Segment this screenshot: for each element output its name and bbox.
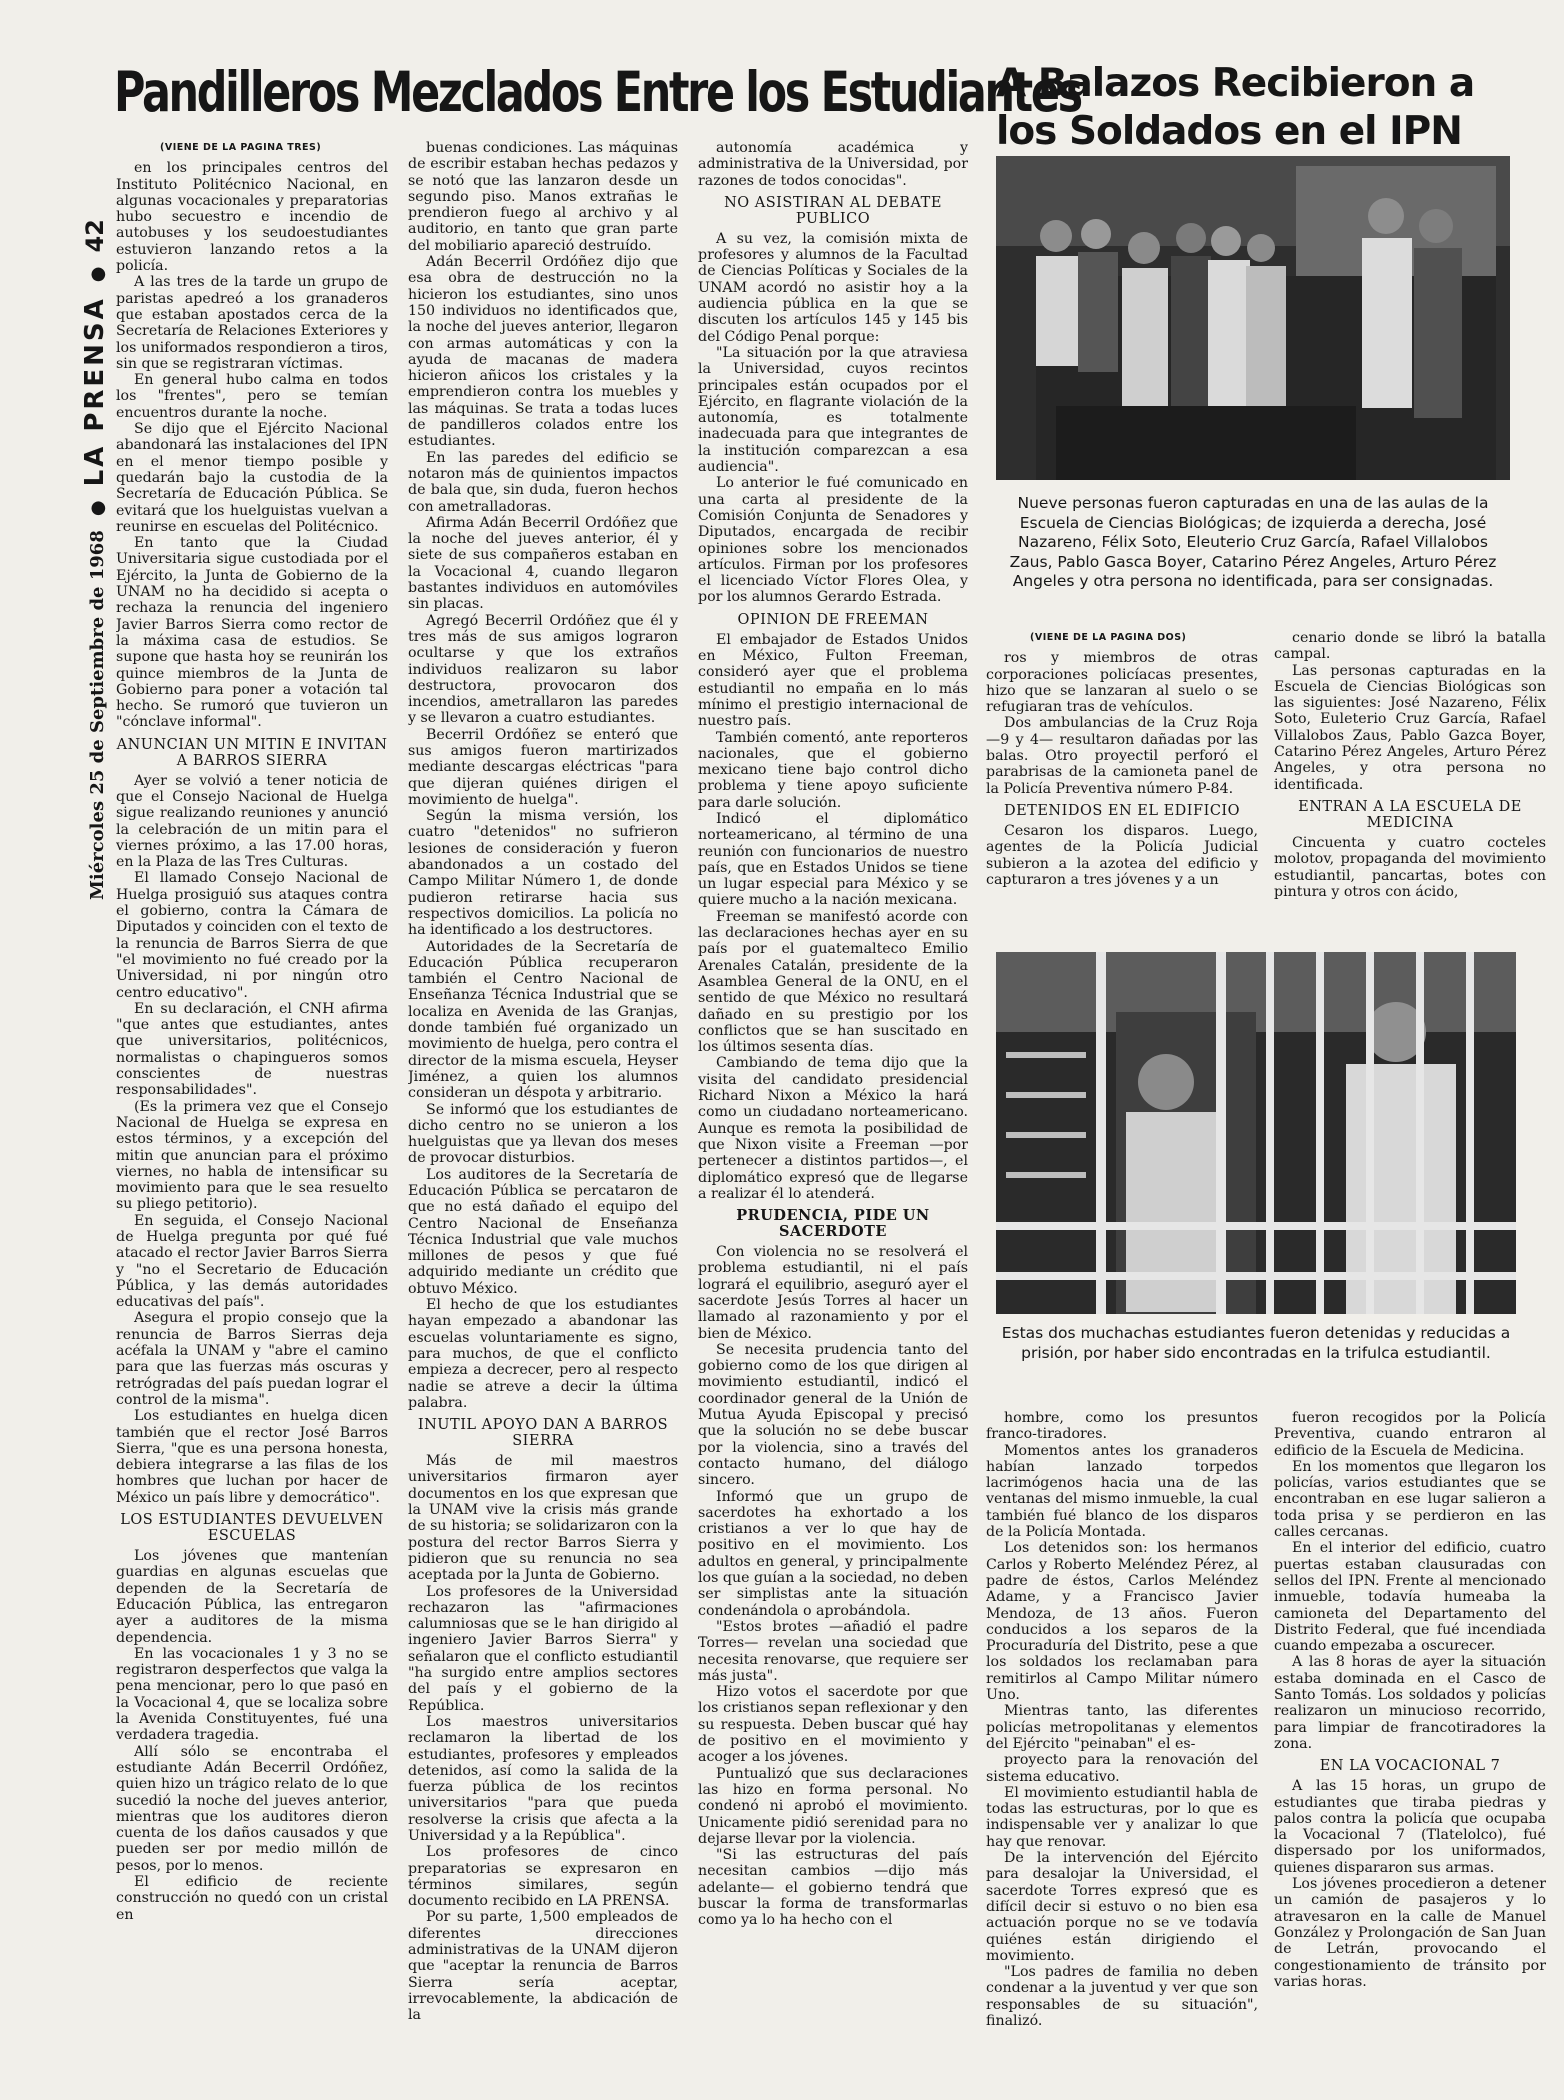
masthead-bullet: ● <box>87 500 108 517</box>
article-column-4-bottom <box>986 1410 1258 2085</box>
section-heading: ENTRAN A LA ESCUELA DE MEDICINA <box>1298 798 1522 831</box>
article-paragraph: proyecto para la renovación del sistema educativo. <box>986 1752 1258 1785</box>
article-paragraph: "La situación por la que atraviesa la Universidad, cuyos recintos principales están ocupados por el Ejército, en flagrante violación de la autonomía, es totalmente inadecuada para que integrantes de la institución comparezcan a esa audiencia". <box>698 344 968 476</box>
photo-captured-students-caption: Nueve personas fueron capturadas en una de las aulas de la Escuela de Ciencias Biológicas; de izquierda a derecha, José Nazareno, Félix Soto, Eleuterio Cruz García, Rafael Villalobos Zaus, Pablo Gasca Boyer, Catarino Pérez Angeles, Arturo Pérez Angeles y otra persona no identificada, para ser consignadas. <box>1009 494 1497 590</box>
continued-from-note: (VIENE DE LA PAGINA TRES) <box>160 142 322 153</box>
article-paragraph: "Si las estructuras del país necesitan cambios —dijo más adelante— el gobierno tendrá que buscar la forma de transformarlas como ya lo ha hecho con el <box>698 1847 968 1929</box>
section-heading: ANUNCIAN UN MITIN E INVITAN A BARROS SIERRA <box>116 736 388 769</box>
article-column-5-top <box>1274 630 1546 940</box>
article-paragraph: Mientras tanto, las diferentes policías metropolitanas y elementos del Ejército "peinaban" el es- <box>986 1703 1258 1752</box>
masthead-date: Miércoles 25 de Septiembre de 1968 <box>87 530 108 900</box>
article-paragraph: Lo anterior le fué comunicado en una carta al presidente de la Comisión Conjunta de Senadores y Diputados, encargada de recibir opiniones sobre los mencionados artículos. Firman por los profesores el licenciado Víctor Flores Olea, y por los alumnos Gerardo Estrada. <box>698 475 968 606</box>
article-paragraph: Adán Becerril Ordóñez dijo que esa obra de destrucción no la hicieron los estudiantes, sino unos 150 individuos no identificados que, la noche del jueves anterior, llegaron con armas automáticas y con la ayuda de macanas de madera hicieron añicos los cristales y la emprendieron contra los muebles y las máquinas. Se trata a todas luces de pandilleros colados entre los estudiantes. <box>408 254 678 450</box>
article-paragraph: Allí sólo se encontraba el estudiante Adán Becerril Ordóñez, quien hizo un trágico relato de lo que sucedió la noche del jueves anterior, mientras que los auditores dieron cuenta de los daños causados y que pueden ser por medio millón de pesos, por lo menos. <box>116 1743 388 1874</box>
article-paragraph: El hecho de que los estudiantes hayan empezado a abandonar las escuelas voluntariamente es signo, para muchos, de que el conflicto empieza a decrecer, pero al respecto nadie se atreve a decir la última palabra. <box>408 1297 678 1411</box>
article-paragraph: A las tres de la tarde un grupo de paristas apedreó a los granaderos que estaban apostados cerca de la Secretaría de Relaciones Exteriores y los uniformados respondieron a tiros, sin que se registraran víctimas. <box>116 274 388 372</box>
article-paragraph: en los principales centros del Instituto Politécnico Nacional, en algunas vocacionales y preparatorias hubo secuestro e incendio de autobuses y los seudoestudiantes estuvieron lanzando retos a la policía. <box>116 160 388 275</box>
article-column-2 <box>408 140 678 2085</box>
article-paragraph: En general hubo calma en todos los "frentes", pero se temían encuentros durante la noche. <box>116 372 388 421</box>
article-paragraph: Los profesores de cinco preparatorias se expresaron en términos similares, según documento recibido en LA PRENSA. <box>408 1844 678 1910</box>
section-heading: LOS ESTUDIANTES DEVUELVEN ESCUELAS <box>120 1512 384 1545</box>
photo-detained-girls-image <box>996 952 1516 1314</box>
article-paragraph: Freeman se manifestó acorde con las declaraciones hechas ayer en su país por el guatemalteco Emilio Arenales Catalán, presidente de la Asamblea General de la ONU, en el sentido de que México no resultará dañado en su prestigio por los conflictos que se han suscitado en los últimos sesenta días. <box>698 908 968 1056</box>
article-paragraph: A su vez, la comisión mixta de profesores y alumnos de la Facultad de Ciencias Políticas y Sociales de la UNAM acordó no asistir hoy a la audiencia pública en la que se discuten los artículos 145 y 145 bis del Código Penal porque: <box>698 230 968 345</box>
article-paragraph: En las paredes del edificio se notaron más de quinientos impactos de bala que, sin duda, fueron hechos con ametralladoras. <box>408 449 678 515</box>
article-paragraph: buenas condiciones. Las máquinas de escribir estaban hechas pedazos y se notó que las lanzaron desde un segundo piso. Manos extrañas le prendieron fuego al archivo y al auditorio, en tanto que gran parte del mobiliario apareció destruído. <box>408 140 678 254</box>
article-paragraph: Asegura el propio consejo que la renuncia de Barros Sierras deja acéfala la UNAM y "abre el camino para que las fuerzas más oscuras y retrógradas del país puedan lograr el control de la misma". <box>116 1310 388 1408</box>
section-heading: EN LA VOCACIONAL 7 <box>1319 1758 1501 1775</box>
headline-right: A Balazos Recibieron a los Soldados en el IPN <box>996 61 1475 154</box>
photo-captured-students <box>996 156 1510 480</box>
article-paragraph: Los auditores de la Secretaría de Educación Pública se percataron de que no está dañado el equipo del Centro Nacional de Enseñanza Técnica Industrial que vale muchos millones de pesos y que fué adquirido mediante un crédito que obtuvo México. <box>408 1166 678 1297</box>
article-paragraph: Se informó que los estudiantes de dicho centro no se unieron a los huelguistas que ya llevan dos meses de provocar disturbios. <box>408 1101 678 1167</box>
article-paragraph: Según la misma versión, los cuatro "detenidos" no sufrieron lesiones de consideración y fueron abandonados a un costado del Campo Militar Número 1, de donde pudieron retirarse hacia sus respectivos domicilios. La policía no ha identificado a los destructores. <box>408 808 678 939</box>
article-paragraph: Los jóvenes procedieron a detener un camión de pasajeros y lo atravesaron en la calle de Manuel González y Prolongación de San Juan de Letrán, provocando el congestionamiento de tránsito por varias horas. <box>1274 1876 1546 1990</box>
article-paragraph: Por su parte, 1,500 empleados de diferentes direcciones administrativas de la UNAM dijeron que "aceptar la renuncia de Barros Sierra sería aceptar, irrevocablemente, la abdicación de la <box>408 1909 678 2024</box>
masthead-name: LA PRENSA <box>80 296 110 487</box>
article-paragraph: Las personas capturadas en la Escuela de Ciencias Biológicas son las siguientes: José Nazareno, Félix Soto, Euleterio Cruz García, Rafael Villalobos Zaus, Pablo Gazca Boyer, Catarino Pérez Angeles, Arturo Pérez Angeles, y otra persona no identificada. <box>1274 662 1546 793</box>
article-paragraph: cenario donde se libró la batalla campal. <box>1274 630 1546 663</box>
photo-captured-students-image <box>996 156 1510 480</box>
article-paragraph: (Es la primera vez que el Consejo Nacional de Huelga se expresa en estos términos, y a excepción del mitin que anuncian para el próximo viernes, no habla de intensificar su movimiento para que le sea resuelto su pliego petitorio). <box>116 1098 388 1213</box>
article-paragraph: Los detenidos son: los hermanos Carlos y Roberto Meléndez Pérez, al padre de éstos, Carlos Meléndez Adame, y a Francisco Javier Mendoza, de 13 años. Fueron conducidos a los separos de la Procuraduría del Distrito, pese a que los soldados los reclamaban para remitirlos al Campo Militar número Uno. <box>986 1540 1258 1704</box>
article-paragraph: Cambiando de tema dijo que la visita del candidato presidencial Richard Nixon a México la hará como un ciudadano norteamericano. Aunque es remota la posibilidad de que Nixon visite a Freeman —por pertenecer a distintos partidos—, el diplomático expresó que de llegarse a realizar él lo atenderá. <box>698 1055 968 1202</box>
article-paragraph: El llamado Consejo Nacional de Huelga prosiguió sus ataques contra el gobierno, contra la Cámara de Diputados y coinciden con el texto de la renuncia de Barros Sierra de que "el movimiento no fué creado por la Universidad, ni por ningún otro centro educativo". <box>116 870 388 1001</box>
section-heading: INUTIL APOYO DAN A BARROS SIERRA <box>417 1417 669 1450</box>
article-paragraph: Los profesores de la Universidad rechazaron las "afirmaciones calumniosas que se le han dirigido al ingeniero Javier Barros Sierra" y señalaron que el conflicto estudiantil "ha surgido entre amplios sectores del país y el gobierno de la República. <box>408 1583 678 1714</box>
page-number: 42 <box>81 219 109 253</box>
section-heading: PRUDENCIA, PIDE UN SACERDOTE <box>736 1207 930 1241</box>
article-column-1 <box>116 140 388 2085</box>
article-paragraph: Dos ambulancias de la Cruz Roja —9 y 4— resultaron dañadas por las balas. Otro proyectil perforó el parabrisas de la camioneta panel de la Policía Preventiva número P-84. <box>986 715 1258 797</box>
article-column-3 <box>698 140 968 2085</box>
article-paragraph: Becerril Ordóñez se enteró que sus amigos fueron martirizados mediante descargas eléctricas "para que dijeran quiénes dirigen el movimiento de huelga". <box>408 726 678 808</box>
article-paragraph: "Los padres de familia no deben condenar a la juventud y ver que son responsables de su situación", finalizó. <box>986 1964 1258 2029</box>
article-paragraph: "Estos brotes —añadió el padre Torres— revelan una sociedad que necesita renovarse, que requiere ser más justa". <box>698 1618 968 1684</box>
article-paragraph: Ayer se volvió a tener noticia de que el Consejo Nacional de Huelga sigue realizando reuniones y anunció la celebración de un mitin para el viernes próximo, a las 17.00 horas, en la Plaza de las Tres Culturas. <box>116 772 388 871</box>
article-paragraph: En seguida, el Consejo Nacional de Huelga pregunta por qué fué atacado el rector Javier Barros Sierra y "no el Secretario de Educación Pública, y las demás autoridades educativas del país". <box>116 1212 388 1311</box>
article-paragraph: hombre, como los presuntos franco-tiradores. <box>986 1410 1258 1443</box>
article-paragraph: En tanto que la Ciudad Universitaria sigue custodiada por el Ejército, la Junta de Gobierno de la UNAM no ha decidido si acepta o rechaza la renuncia del ingeniero Javier Barros Sierra como rector de la máxima casa de estudios. Se supone que hasta hoy se reunirán los quince miembros de la Junta de Gobierno para poner a votación tal hecho. Se rumoró que tuvieron un "cónclave informal". <box>116 535 388 731</box>
article-paragraph: Momentos antes los granaderos habían lanzado torpedos lacrimógenos hacia una de las ventanas del mismo inmueble, la cual también fué blanco de los disparos de la Policía Montada. <box>986 1442 1258 1541</box>
article-column-4-top <box>986 630 1258 940</box>
article-paragraph: Afirma Adán Becerril Ordóñez que la noche del jueves anterior, él y siete de sus compañeros estaban en la Vocacional 4, cuando llegaron bastantes individuos en automóviles sin placas. <box>408 514 678 613</box>
article-paragraph: Se dijo que el Ejército Nacional abandonará las instalaciones del IPN en el menor tiempo posible y quedarán bajo la custodia de la Secretaría de Educación Pública. Se evitará que los huelguistas vuelvan a reunirse en escuelas del Politécnico. <box>116 421 388 535</box>
article-paragraph: Informó que un grupo de sacerdotes ha exhortado a los cristianos a ver lo que hay de positivo en el movimiento. Los adultos en general, y principalmente los que guían a la sociedad, no deben ser simplistas ante la situación condenándola o aprobándola. <box>698 1488 968 1619</box>
article-paragraph: El movimiento estudiantil habla de todas las estructuras, por lo que es indispensable ver y analizar lo que hay que renovar. <box>986 1784 1258 1850</box>
article-paragraph: Hizo votos el sacerdote por que los cristianos sepan reflexionar y den su respuesta. Deben buscar qué hay de positivo en el movimiento y acoger a los jóvenes. <box>698 1684 968 1766</box>
photo-detained-girls <box>996 952 1516 1314</box>
article-paragraph: Los maestros universitarios reclamaron la libertad de los estudiantes, profesores y empleados detenidos, así como la salida de la fuerza pública de los recintos universitarios "para que pueda resolverse la crisis que afecta a la Universidad y a la República". <box>408 1713 678 1844</box>
continued-from-note: (VIENE DE LA PAGINA DOS) <box>1030 632 1187 643</box>
article-paragraph: En las vocacionales 1 y 3 no se registraron desperfectos que valga la pena mencionar, pero lo que pasó en la Vocacional 4, que se localiza sobre la Avenida Constituyentes, fué una verdadera tragedia. <box>116 1645 388 1744</box>
article-paragraph: fueron recogidos por la Policía Preventiva, cuando entraron al edificio de la Escuela de Medicina. <box>1274 1410 1546 1459</box>
article-paragraph: A las 8 horas de ayer la situación estaba dominada en el Casco de Santo Tomás. Los soldados y policías realizaron un minucioso recorrido, para limpiar de francotiradores la zona. <box>1274 1654 1546 1752</box>
article-paragraph: Más de mil maestros universitarios firmaron ayer documentos en los que expresan que la UNAM vive la crisis más grande de su historia; se solidarizaron con la postura del rector Barros Sierra y pidieron que su renuncia no sea aceptada por la Junta de Gobierno. <box>408 1453 678 1584</box>
article-paragraph: Los jóvenes que mantenían guardias en algunas escuelas que dependen de la Secretaría de Educación Pública, las entregaron ayer a auditores de la misma dependencia. <box>116 1548 388 1646</box>
article-paragraph: Cincuenta y cuatro cocteles molotov, propaganda del movimiento estudiantil, pancartas, botes con pintura y otros con ácido, <box>1274 834 1546 900</box>
article-paragraph: Indicó el diplomático norteamericano, al término de una reunión con funcionarios de nuestro país, que en Estados Unidos se tiene un lugar especial para México y se quiere mucho a la nación mexicana. <box>698 810 968 909</box>
article-paragraph: También comentó, ante reporteros nacionales, que el gobierno mexicano tiene bajo control dicho problema y tiene apoyo suficiente para darle solución. <box>698 729 968 811</box>
headline-left: Pandilleros Mezclados Entre los Estudiantes <box>114 60 1081 124</box>
article-paragraph: En su declaración, el CNH afirma "que antes que estudiantes, antes que universitarios, politécnicos, normalistas o chapingueros somos conscientes de nuestras responsabilidades". <box>116 1000 388 1099</box>
article-paragraph: El embajador de Estados Unidos en México, Fulton Freeman, consideró ayer que el problema estudiantil no empaña en lo más mínimo el prestigio internacional de nuestro país. <box>698 631 968 730</box>
photo-detained-girls-caption: Estas dos muchachas estudiantes fueron detenidas y reducidas a prisión, por haber sido encontradas en la trifulca estudiantil. <box>1001 1324 1511 1362</box>
article-paragraph: Puntualizó que sus declaraciones las hizo en forma personal. No condenó ni aprobó el movimiento. Unicamente pidió serenidad para no dejarse llevar por la violencia. <box>698 1765 968 1847</box>
article-paragraph: En los momentos que llegaron los policías, varios estudiantes que se encontraban en ese lugar salieron a toda prisa y se perdieron en las calles cercanas. <box>1274 1458 1546 1541</box>
article-paragraph: ros y miembros de otras corporaciones policíacas presentes, hizo que se lanzaran al suelo o se refugiaran tras de vehículos. <box>986 650 1258 716</box>
article-paragraph: En el interior del edificio, cuatro puertas estaban clausuradas con sellos del IPN. Frente al mencionado inmueble, todavía humeaba la camioneta del Departamento del Distrito Federal, que fué incendiada cuando empezaba a oscurecer. <box>1274 1540 1546 1655</box>
article-paragraph: De la intervención del Ejército para desalojar la Universidad, el sacerdote Torres expresó que es difícil decir si estuvo o no bien esa actuación porque no se ve todavía quiénes están dirigiendo el movimiento. <box>986 1850 1258 1964</box>
article-paragraph: Los estudiantes en huelga dicen también que el rector José Barros Sierra, "que es una persona honesta, debiera integrarse a las filas de los hombres que luchan por hacer de México un país libre y democrático". <box>116 1408 388 1506</box>
article-paragraph: Cesaron los disparos. Luego, agentes de la Policía Judicial subieron a la azotea del edificio y capturaron a tres jóvenes y a un <box>986 822 1258 888</box>
article-paragraph: Agregó Becerril Ordóñez que él y tres más de sus amigos lograron ocultarse y que los extraños individuos realizaron su labor destructora, provocaron dos incendios, ametrallaron las paredes y se llevaron a cuatro estudiantes. <box>408 612 678 727</box>
article-paragraph: El edificio de reciente construcción no quedó con un cristal en <box>116 1873 388 1923</box>
article-paragraph: A las 15 horas, un grupo de estudiantes que tiraba piedras y palos contra la policía que ocupaba la Vocacional 7 (Tlatelolco), fué dispersado por los uniformados, quienes dispararon sus armas. <box>1274 1778 1546 1876</box>
article-paragraph: Autoridades de la Secretaría de Educación Pública recuperaron también el Centro Nacional de Enseñanza Técnica Industrial que se localiza en Avenida de las Granjas, donde también fué organizado un movimiento de huelga, pero contra el director de la misma escuela, Heyser Jiménez, a quien los alumnos consideran un déspota y arbitrario. <box>408 938 678 1102</box>
masthead-bullet-2: ● <box>87 266 108 283</box>
section-heading: DETENIDOS EN EL EDIFICIO <box>1003 802 1241 819</box>
article-paragraph: Con violencia no se resolverá el problema estudiantil, ni el país logrará el equilibrio, aseguró ayer el sacerdote Jesús Torres al hacer un llamado al razonamiento y por el bien de México. <box>698 1244 968 1342</box>
article-paragraph: Se necesita prudencia tanto del gobierno como de los que dirigen al movimiento estudiantil, indicó el coordinador general de la Unión de Mutua Ayuda Episcopal y precisó que la solución no se debe buscar por la violencia, sino a través del contacto humano, del diálogo sincero. <box>698 1341 968 1489</box>
section-heading: NO ASISTIRAN AL DEBATE PUBLICO <box>724 194 942 227</box>
article-column-5-bottom <box>1274 1410 1546 2085</box>
section-heading: OPINION DE FREEMAN <box>737 611 929 628</box>
article-paragraph: autonomía académica y administrativa de la Universidad, por razones de todos conocidas". <box>698 140 968 189</box>
